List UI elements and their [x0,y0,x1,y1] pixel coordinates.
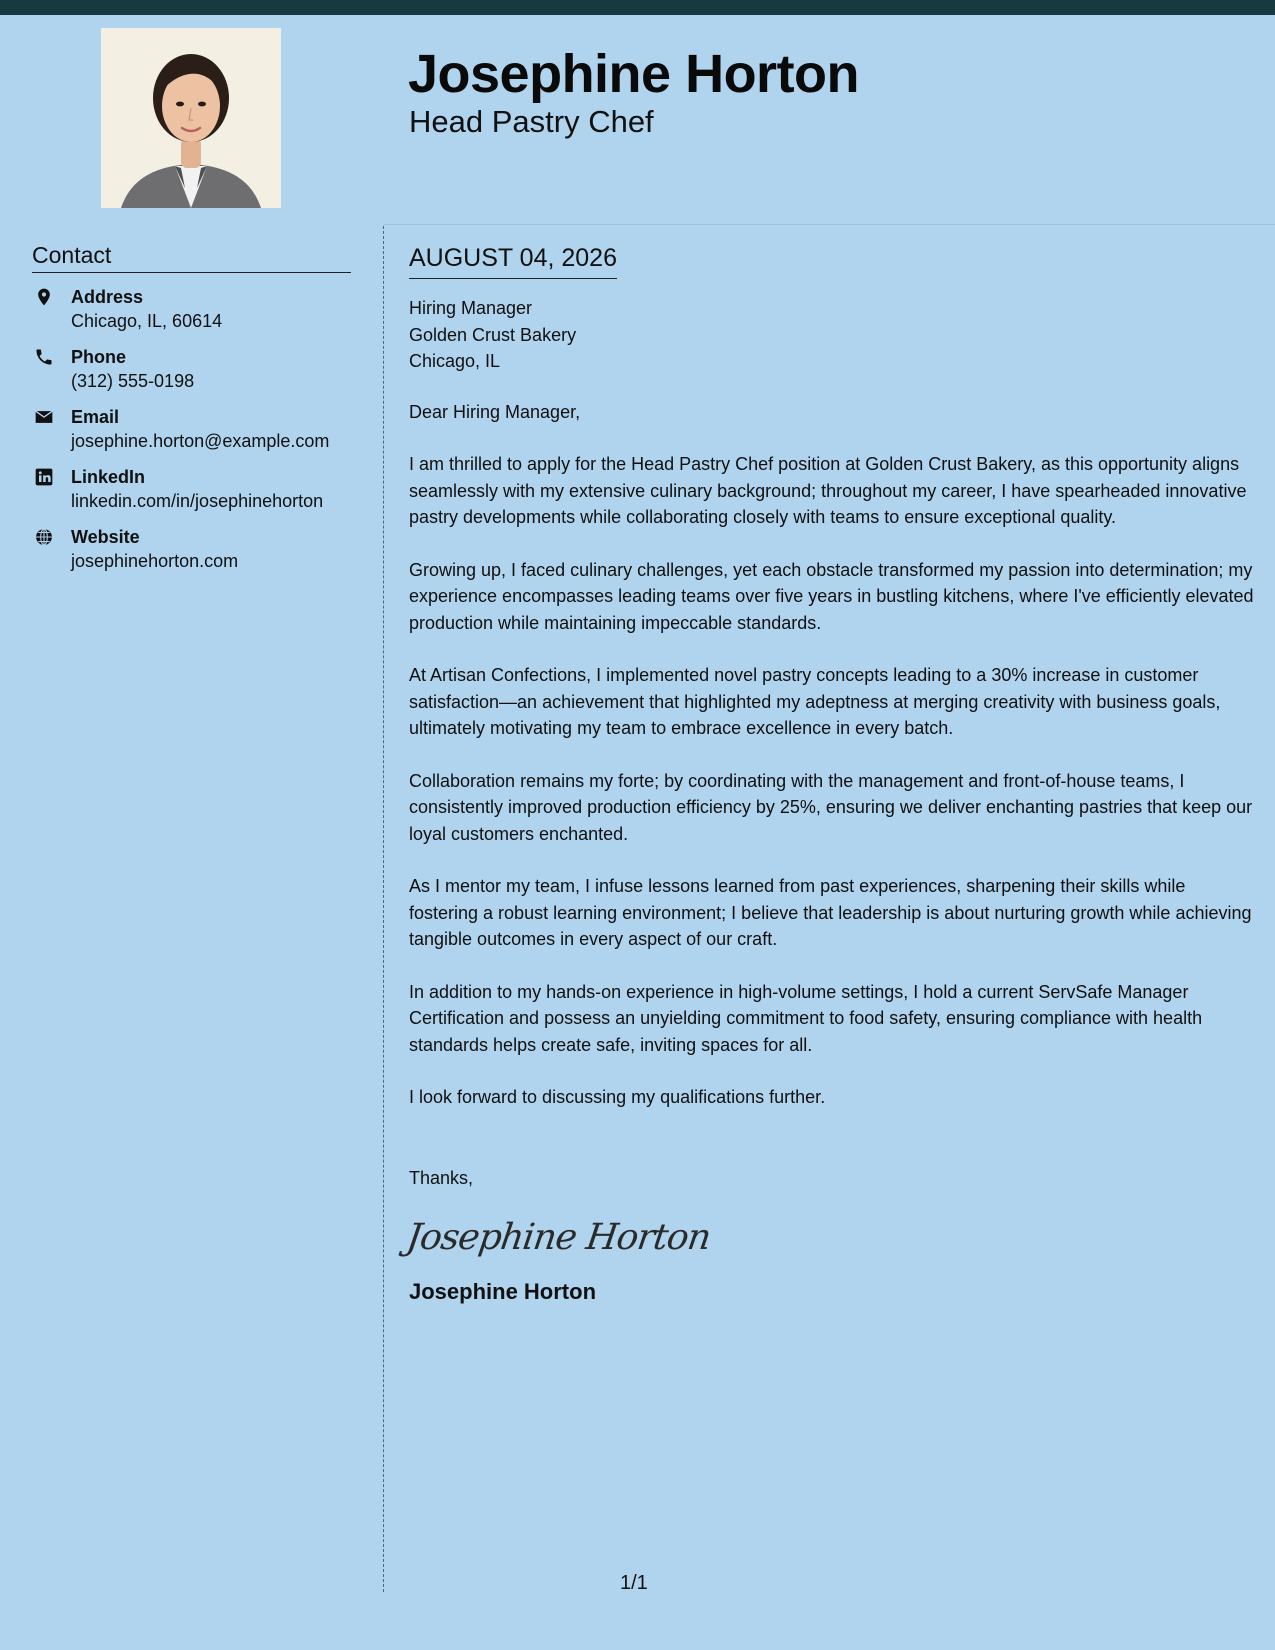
contact-value[interactable]: linkedin.com/in/josephinehorton [71,491,324,511]
candidate-name: Josephine Horton [408,44,860,104]
contact-address [32,285,351,333]
page-number: 1/1 [620,1572,648,1594]
recipient-line: Chicago, IL [409,351,501,371]
contact-website [32,525,351,573]
contact-label: Website [71,527,140,547]
letter-paragraph: Growing up, I faced culinary challenges, yet each obstacle transformed my passion into determination; my experience encompasses leading teams over five years in bustling kitchens, where I've efficiently elevated production while maintaining impeccable standards. [409,559,1254,633]
contact-linkedin [32,465,351,513]
map-pin-icon [34,287,54,307]
letter-paragraph: At Artisan Confections, I implemented novel pastry concepts leading to a 30% increase in customer satisfaction—an achievement that highlighted my adeptness at merging creativity with business goals, ultimately motivating my team to embrace excellence in every batch. [409,665,1221,738]
letter-closing: Thanks, [409,1167,474,1188]
phone-icon [34,347,54,367]
header-divider [384,224,1275,225]
contact-sidebar [32,240,351,585]
contact-phone [32,345,351,393]
contact-value: Chicago, IL, 60614 [71,311,223,331]
envelope-icon [34,407,54,427]
recipient-block [409,295,1259,375]
contact-label: LinkedIn [71,467,146,487]
handwritten-signature [404,1209,1259,1265]
recipient-line: Hiring Manager [409,298,533,318]
profile-photo [101,28,281,208]
letter-paragraph: As I mentor my team, I infuse lessons learned from past experiences, sharpening their skills while fostering a robust learning environment; I believe that leadership is about nurturing growth while achieving tangible outcomes in every aspect of our craft. [409,876,1252,949]
contact-label: Email [71,407,120,427]
linkedin-icon [34,467,54,487]
svg-text:Josephine Horton: Josephine Horton [404,1214,714,1258]
column-divider [383,226,384,1592]
contact-value[interactable]: josephine.horton@example.com [71,431,330,451]
recipient-line: Golden Crust Bakery [409,324,577,345]
letter-paragraph: In addition to my hands-on experience in high-volume settings, I hold a current ServSafe Manager Certification and possess an unyielding commitment to food safety, ensuring compliance with health standards helps create safe, inviting spaces for all. [409,981,1203,1055]
candidate-title: Head Pastry Chef [409,104,654,139]
letter-paragraph: I look forward to discussing my qualifications further. [409,1087,826,1107]
globe-icon [34,527,54,547]
contact-label: Address [71,287,144,307]
contact-heading: Contact [32,240,351,273]
signer-name: Josephine Horton [409,1278,597,1304]
portrait-illustration [101,28,281,208]
top-bar [0,0,1275,15]
cover-letter-body [404,242,1259,1307]
contact-value[interactable]: josephinehorton.com [71,551,239,571]
letter-greeting: Dear Hiring Manager, [409,401,581,422]
letter-date: AUGUST 04, 2026 [409,242,617,279]
letter-paragraph: Collaboration remains my forte; by coordinating with the management and front-of-house teams, I consistently improved production efficiency by 25%, ensuring we deliver enchanting pastries that keep our loyal customers enchanted. [409,770,1253,844]
contact-label: Phone [71,347,127,367]
contact-value: (312) 555-0198 [71,371,195,391]
contact-email [32,405,351,453]
letter-paragraph: I am thrilled to apply for the Head Pastry Chef position at Golden Crust Bakery, as this opportunity aligns seamlessly with my extensive culinary background; throughout my career, I have spearheaded innovative pastry developments while collaborating closely with teams to ensure exceptional quality. [409,454,1247,527]
